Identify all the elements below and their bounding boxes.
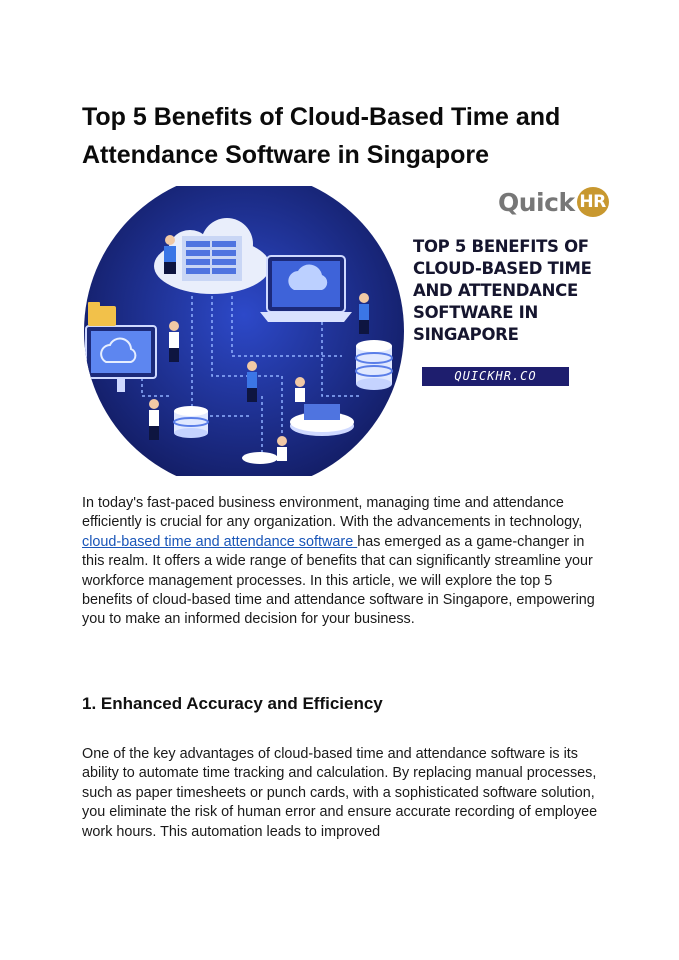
person-icon bbox=[164, 235, 176, 274]
person-icon bbox=[295, 377, 305, 402]
intro-text-end: has emerged as a game-changer in this realm. It offers a wide range of benefits that can significantly streamline your workforce management processes. In this article, we will explore the top 5 benefits of cloud-based time and attendance software in Singapore, empowering you to make an informed decision for your business. bbox=[82, 533, 595, 628]
logo-badge: HR bbox=[577, 187, 609, 217]
person-icon bbox=[359, 293, 369, 334]
page-title: Top 5 Benefits of Cloud-Based Time and Attendance Software in Singapore bbox=[82, 103, 561, 169]
intro-paragraph bbox=[82, 494, 602, 630]
cloud-network-illustration bbox=[82, 186, 412, 476]
quickhr-logo bbox=[498, 186, 609, 218]
laptop-icon bbox=[260, 256, 352, 322]
person-icon bbox=[169, 321, 179, 362]
database-icon bbox=[174, 406, 208, 438]
person-icon bbox=[149, 399, 159, 440]
section-paragraph: One of the key advantages of cloud-based time and attendance software is its ability to automate time tracking and calculation. By replacing manual processes, such as paper timesheets or punch cards, with a sophisticated software solution, you eliminate the risk of human error and ensure accurate recording of employee work hours. This automation leads to improved bbox=[82, 746, 598, 840]
logo-text: Quick bbox=[498, 187, 575, 217]
banner-heading: TOP 5 BENEFITS OF CLOUD-BASED TIME AND ATTENDANCE SOFTWARE IN SINGAPORE bbox=[413, 237, 592, 344]
banner-url: QUICKHR.CO bbox=[422, 367, 569, 386]
platform-icon bbox=[242, 452, 278, 464]
person-icon bbox=[247, 361, 257, 402]
hero-banner bbox=[82, 186, 604, 476]
section-heading: 1. Enhanced Accuracy and Efficiency bbox=[82, 694, 383, 713]
database-icon bbox=[356, 340, 392, 390]
software-link[interactable]: cloud-based time and attendance software bbox=[82, 533, 358, 550]
intro-text-start: In today's fast-paced business environment, managing time and attendance efficiently is crucial for any organization. With the advancements in technology, bbox=[82, 495, 583, 531]
person-icon bbox=[277, 436, 287, 461]
